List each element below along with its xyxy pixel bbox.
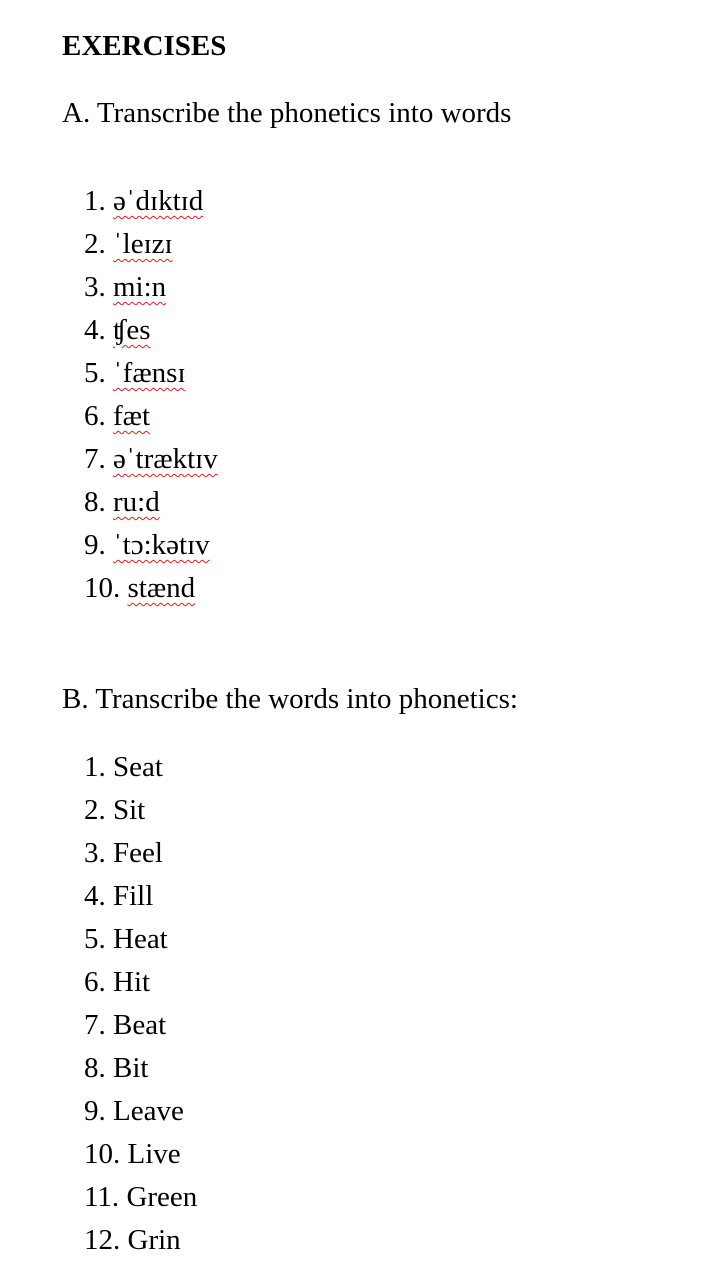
- list-item: [84, 1050, 197, 1093]
- word-text: Fill: [113, 880, 154, 912]
- word-text: Leave: [113, 1095, 184, 1127]
- phonetic-text: fæt: [113, 400, 151, 432]
- phonetic-text: əˈdɪktɪd: [113, 185, 204, 217]
- word-text: Bit: [113, 1052, 149, 1084]
- item-number: 8.: [84, 1052, 106, 1084]
- phonetic-text: ˈfænsɪ: [113, 357, 186, 389]
- item-number: 3.: [84, 271, 106, 303]
- word-text: Sit: [113, 794, 146, 826]
- word-text: Seat: [113, 751, 163, 783]
- item-number: 10.: [84, 572, 121, 604]
- item-number: 2.: [84, 228, 106, 260]
- list-item: [84, 1007, 197, 1050]
- word-text: Green: [126, 1181, 198, 1213]
- list-item: [84, 355, 218, 398]
- item-number: 9.: [84, 529, 106, 561]
- phonetic-text: mi:n: [113, 271, 167, 303]
- item-number: 7.: [84, 443, 106, 475]
- word-text: Grin: [127, 1224, 181, 1256]
- list-item: [84, 1136, 197, 1179]
- item-number: 9.: [84, 1095, 106, 1127]
- list-item: [84, 749, 197, 792]
- list-item: [84, 484, 218, 527]
- word-text: Heat: [113, 923, 168, 955]
- list-item: [84, 312, 218, 355]
- list-item: [84, 570, 218, 613]
- item-number: 6.: [84, 966, 106, 998]
- item-number: 4.: [84, 880, 106, 912]
- item-number: 11.: [84, 1181, 120, 1213]
- list-item: [84, 878, 197, 921]
- item-number: 10.: [84, 1138, 121, 1170]
- list-item: [84, 441, 218, 484]
- item-number: 1.: [84, 751, 106, 783]
- list-item: [84, 1179, 197, 1222]
- phonetic-text: ˈleɪzɪ: [113, 228, 173, 260]
- item-number: 7.: [84, 1009, 106, 1041]
- word-text: Beat: [113, 1009, 167, 1041]
- phonetic-text: ru:d: [113, 486, 160, 518]
- section-b-title: B. Transcribe the words into phonetics:: [62, 683, 518, 715]
- item-number: 12.: [84, 1224, 121, 1256]
- phonetic-text: əˈtræktɪv: [113, 443, 218, 475]
- item-number: 3.: [84, 837, 106, 869]
- phonetic-text: stænd: [127, 572, 196, 604]
- phonetic-text: ʧes: [113, 314, 151, 346]
- list-item: [84, 835, 197, 878]
- item-number: 4.: [84, 314, 106, 346]
- word-text: Live: [127, 1138, 181, 1170]
- section-b-list: [84, 749, 197, 1265]
- list-item: [84, 1093, 197, 1136]
- section-a-list: [84, 183, 218, 613]
- word-text: Hit: [113, 966, 151, 998]
- list-item: [84, 921, 197, 964]
- list-item: [84, 226, 218, 269]
- item-number: 1.: [84, 185, 106, 217]
- list-item: [84, 398, 218, 441]
- list-item: [84, 527, 218, 570]
- item-number: 5.: [84, 357, 106, 389]
- word-text: Feel: [113, 837, 163, 869]
- section-a-title: A. Transcribe the phonetics into words: [62, 97, 512, 129]
- list-item: [84, 792, 197, 835]
- item-number: 8.: [84, 486, 106, 518]
- page-heading: EXERCISES: [62, 30, 227, 62]
- list-item: [84, 183, 218, 226]
- phonetic-text: ˈtɔ:kətɪv: [113, 529, 210, 561]
- item-number: 5.: [84, 923, 106, 955]
- item-number: 6.: [84, 400, 106, 432]
- list-item: [84, 964, 197, 1007]
- item-number: 2.: [84, 794, 106, 826]
- list-item: [84, 269, 218, 312]
- list-item: [84, 1222, 197, 1265]
